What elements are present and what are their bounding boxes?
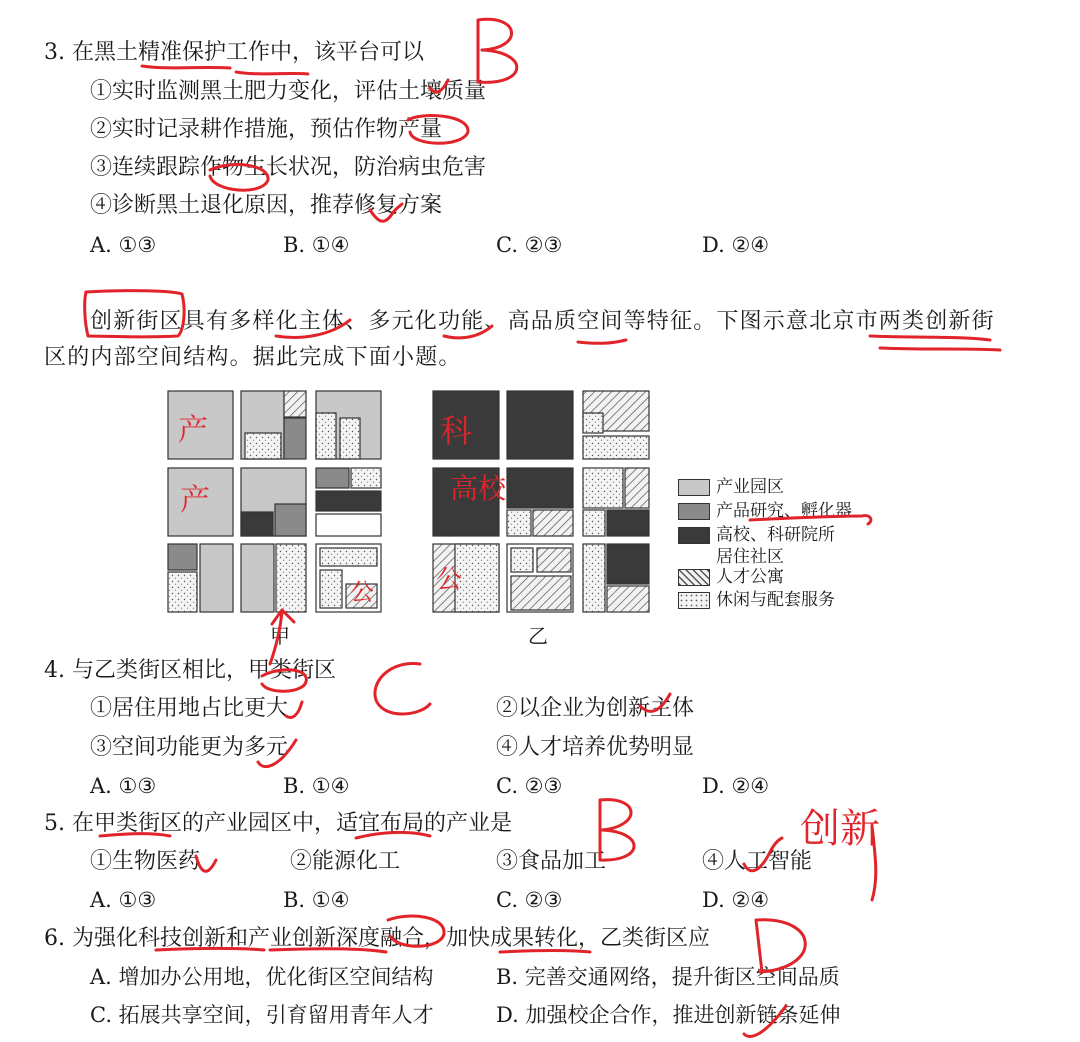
jia-dots-3 [340, 418, 360, 459]
q4-choice-d[interactable]: D. ②④ [702, 774, 770, 798]
diagram-caption-jia: 甲 [270, 624, 290, 648]
q6-choice-c[interactable]: C. 拓展共享空间，引育留用青年人才 [90, 1003, 434, 1027]
q6-stem: 6. 为强化科技创新和产业创新深度融合，加快成果转化，乙类街区应 [44, 926, 710, 951]
note-chan-2: 产 [180, 483, 210, 518]
jia-dots-5 [168, 572, 197, 612]
q3-choice-a[interactable]: A. ①③ [90, 233, 157, 257]
yi-dark-5 [607, 510, 649, 536]
legend-swatch-university [678, 527, 710, 544]
q4-item-2: ②以企业为创新主体 [496, 696, 695, 721]
q4-item-3: ③空间功能更为多元 [90, 735, 289, 760]
jia-park-1 [168, 391, 233, 459]
q5-stem: 5. 在甲类街区的产业园区中，适宜布局的产业是 [44, 811, 512, 836]
q4-stem: 4. 与乙类街区相比，甲类街区 [44, 658, 336, 683]
jia-incub-1 [284, 418, 306, 459]
legend-swatch-leisure [678, 592, 710, 609]
yi-dark-3 [433, 468, 499, 536]
yi-hatch-3 [625, 468, 649, 508]
jia-incub-4 [168, 544, 197, 570]
yi-dark-1 [433, 391, 499, 459]
jia-dots-2 [316, 413, 336, 459]
note-chuangxin: 创新 [800, 806, 880, 852]
jia-dots-8 [320, 570, 342, 608]
yi-dark-2 [507, 391, 573, 459]
jia-dark-2 [316, 491, 381, 511]
yi-dots-1 [583, 413, 603, 433]
note-gaoxiao: 高校 [450, 472, 507, 505]
note-chan-1: 产 [178, 413, 208, 448]
q4-item-4: ④人才培养优势明显 [496, 735, 695, 760]
intro-line-1: 创新街区具有多样化主体、多元化功能、高品质空间等特征。下图示意北京市两类创新街 [90, 309, 995, 334]
yi-dots-4 [583, 468, 623, 508]
jia-incub-2 [275, 504, 306, 536]
jia-hatch-2 [346, 584, 377, 608]
q5-choice-b[interactable]: B. ①④ [283, 888, 350, 912]
q4-choice-a[interactable]: A. ①③ [90, 774, 157, 798]
jia-none-1 [316, 514, 381, 536]
q5-choice-d[interactable]: D. ②④ [702, 888, 770, 912]
note-ke: 科 [440, 412, 473, 450]
jia-dark-1 [241, 512, 273, 536]
q4-choice-c[interactable]: C. ②③ [496, 774, 563, 798]
q3-item-2: ②实时记录耕作措施，预估作物产量 [90, 117, 443, 142]
legend-label-talent-apartment: 人才公寓 [716, 567, 784, 587]
legend-swatch-industrial-park [678, 479, 710, 496]
yi-hatch-7 [607, 586, 649, 612]
legend-label-incubator: 产品研究、孵化器 [716, 501, 852, 521]
jia-dots-6 [276, 544, 306, 612]
yi-hatch-2 [533, 510, 573, 536]
yi-dots-5 [583, 510, 605, 536]
jia-park-4 [168, 468, 233, 536]
yi-dots-2 [583, 436, 649, 459]
q3-item-1: ①实时监测黑土肥力变化，评估土壤质量 [90, 79, 487, 104]
yi-dots-6 [455, 544, 499, 612]
q4-item-1: ①居住用地占比更大 [90, 696, 289, 721]
q5-item-3: ③食品加工 [496, 849, 607, 874]
legend-label-university: 高校、科研院所 [716, 525, 835, 545]
yi-hatch-5 [537, 548, 571, 572]
q5-item-2: ②能源化工 [290, 849, 401, 874]
legend-swatch-talent-apartment [678, 569, 710, 586]
yi-dots-8 [583, 544, 605, 612]
yi-hatch-6 [511, 576, 571, 610]
legend-label-residential: 居住社区 [716, 547, 784, 567]
q5-choice-a[interactable]: A. ①③ [90, 888, 157, 912]
jia-park-6 [200, 544, 233, 612]
intro-line-2: 区的内部空间结构。据此完成下面小题。 [44, 345, 462, 370]
q6-choice-a[interactable]: A. 增加办公用地，优化街区空间结构 [90, 965, 434, 989]
q3-choice-c[interactable]: C. ②③ [496, 233, 563, 257]
yi-dots-3 [507, 510, 531, 536]
jia-incub-3 [316, 468, 349, 488]
legend-label-industrial-park: 产业园区 [716, 477, 784, 497]
jia-dots-4 [351, 468, 381, 488]
yi-dark-4 [507, 468, 573, 508]
q5-item-4: ④人工智能 [702, 849, 813, 874]
diagram-caption-yi: 乙 [528, 624, 548, 648]
jia-dots-7 [320, 548, 377, 566]
yi-dark-6 [607, 544, 649, 584]
q3-item-4: ④诊断黑土退化原因，推荐修复方案 [90, 193, 443, 218]
jia-dots-1 [245, 433, 281, 459]
q5-choice-c[interactable]: C. ②③ [496, 888, 563, 912]
q5-item-1: ①生物医药 [90, 849, 201, 874]
q3-choice-d[interactable]: D. ②④ [702, 233, 770, 257]
q6-choice-b[interactable]: B. 完善交通网络，提升街区空间品质 [496, 965, 840, 989]
jia-hatch-1 [284, 391, 306, 417]
legend-swatch-incubator [678, 503, 710, 520]
legend-label-leisure: 休闲与配套服务 [716, 590, 835, 610]
q4-choice-b[interactable]: B. ①④ [283, 774, 350, 798]
note-gong-1: 公 [436, 565, 463, 595]
q6-choice-d[interactable]: D. 加强校企合作，推进创新链条延伸 [496, 1003, 841, 1027]
jia-park-7 [241, 544, 274, 612]
yi-dots-7 [511, 548, 533, 572]
street-diagram [165, 388, 665, 616]
q3-item-3: ③连续跟踪作物生长状况，防治病虫危害 [90, 155, 487, 180]
q3-stem: 3. 在黑土精准保护工作中，该平台可以 [44, 40, 424, 65]
q3-choice-b[interactable]: B. ①④ [283, 233, 350, 257]
note-gong-2: 公 [350, 578, 374, 606]
